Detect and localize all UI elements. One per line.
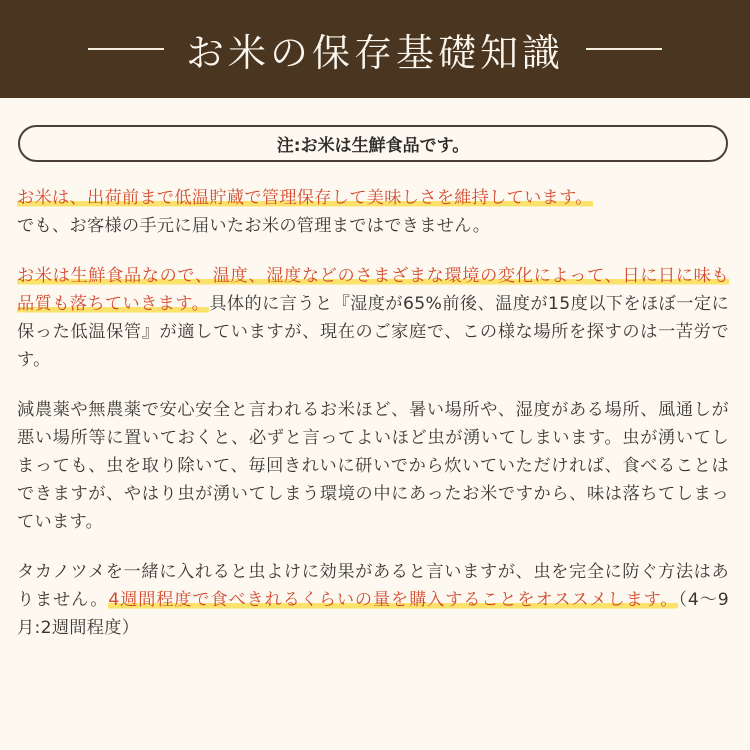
body-text-note: （4～9月:2週間程度） (17, 590, 729, 638)
body-text: 具体的に言うと『湿度が65%前後、温度が15度以下をほぼ一定に保った低温保管』が適していますが、現在のご家庭で、この様な場所を探すのは一苦労です。 (17, 294, 729, 370)
paragraph-1 (17, 184, 729, 240)
header-banner (0, 0, 750, 98)
body-text: 減農薬や無農薬で安心安全と言われるお米ほど、暑い場所や、湿度がある場所、風通しが悪い場所等に置いておくと、必ずと言ってよいほど虫が湧いてしまいます。虫が湧いてしまっても、虫を取り除いて、毎回きれいに研いでから炊いていただければ、食べることはできますが、やはり虫が湧いてしまう環境の中にあったお米ですから、味は落ちてしまっています。 (17, 400, 729, 532)
body-text: でも、お客様の手元に届いたお米の管理まではできません。 (17, 216, 491, 236)
paragraph-3 (17, 396, 729, 536)
header-left-rule (88, 48, 164, 50)
highlight-text: お米は生鮮食品なので、温度、湿度などのさまざまな環境の変化によって、日に日に味も品質も落ちていきます。 (17, 266, 729, 314)
page-title: お米の保存基礎知識 (185, 30, 564, 75)
highlight-text: 4週間程度で食べきれるくらいの量を購入することをオススメします。 (108, 590, 679, 610)
paragraph-2 (17, 262, 729, 374)
notice-text: 注:お米は生鮮食品です。 (276, 136, 470, 156)
highlight-text: お米は、出荷前まで低温貯蔵で管理保存して美味しさを維持しています。 (17, 188, 593, 208)
header-right-rule (586, 48, 662, 50)
paragraph-4 (17, 558, 729, 642)
body-text: タカノツメを一緒に入れると虫よけに効果があると言いますが、虫を完全に防ぐ方法はありません。 (17, 562, 729, 610)
article-body (17, 184, 729, 664)
notice-box (18, 125, 728, 162)
